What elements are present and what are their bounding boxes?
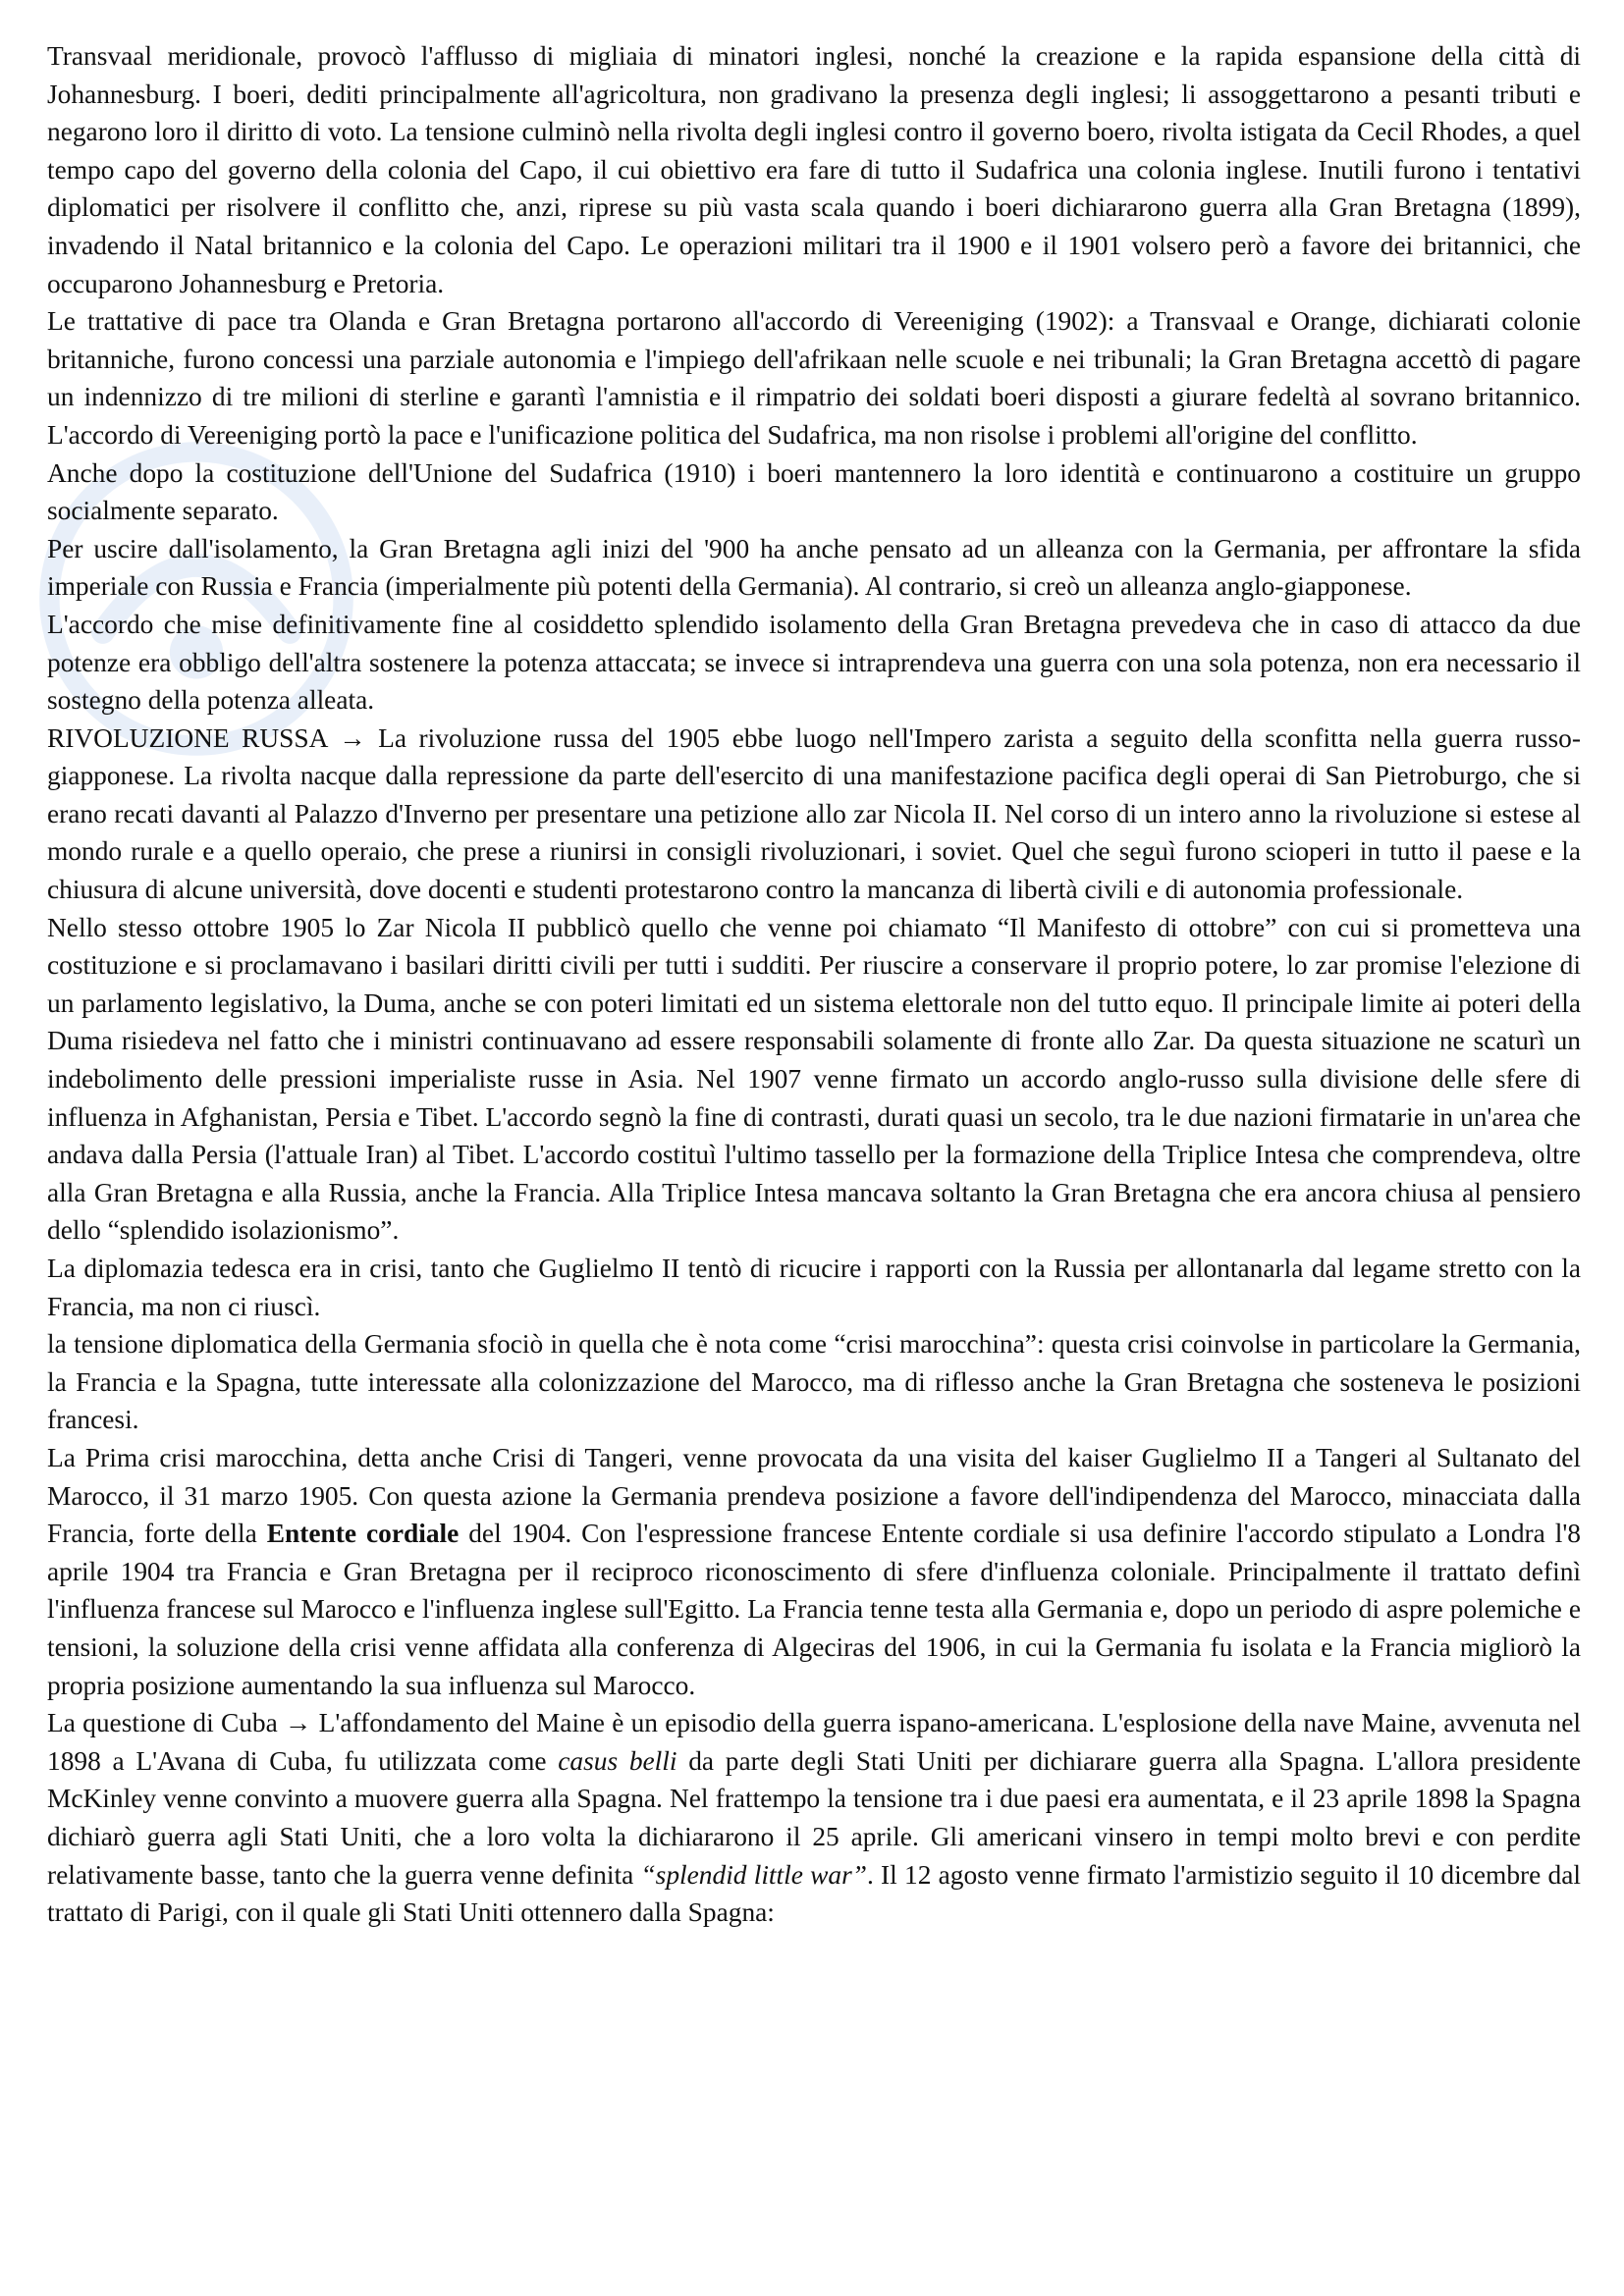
tangier-text-start: La Prima crisi marocchina, detta anche Crisi di Tangeri, venne provocata da una visita del kaiser Guglielmo II a Tangeri al Sultanato del Marocco, il 31 marzo 1905. Con questa azione la Germania prendeva posizione a favore dell'indipendenza del Marocco, minacciata dalla Francia, forte della	[47, 1442, 1581, 1549]
cuba-text-end: . Il 12 agosto venne firmato l'armistizio seguito il 10 dicembre dal trattato di Parigi, con il quale gli Stati Uniti ottennero dalla Spagna:	[47, 1859, 1581, 1928]
paragraph-vereeniging: Le trattative di pace tra Olanda e Gran Bretagna portarono all'accordo di Vereeniging (1902): a Transvaal e Orange, dichiarati colonie britanniche, furono concessi una parziale autonomia e l'impiego dell'afrikaan nelle scuole e nei tribunali; la Gran Bretagna accettò di pagare un indennizzo di tre milioni di sterline e garantì l'amnistia e il rimpatrio dei soldati boeri disposti a giurare fedeltà al sovrano britannico. L'accordo di Vereeniging portò la pace e l'unificazione politica del Sudafrica, ma non risolse i problemi all'origine del conflitto.	[47, 306, 1581, 450]
paragraph-anglo-japanese-alliance: L'accordo che mise definitivamente fine al cosiddetto splendido isolamento della Gran Bretagna prevedeva che in caso di attacco da due potenze era obbligo dell'altra sostenere la potenza attaccata; se invece si intraprendeva una guerra con una sola potenza, non era necessario il sostegno della potenza alleata.	[47, 609, 1581, 716]
paragraph-union-south-africa: Anche dopo la costituzione dell'Unione del Sudafrica (1910) i boeri mantennero la loro identità e continuarono a costituire un gruppo socialmente separato.	[47, 457, 1581, 526]
splendid-little-war-italic: “splendid little war”	[640, 1859, 867, 1890]
paragraph-german-diplomacy: La diplomazia tedesca era in crisi, tanto che Guglielmo II tentò di ricucire i rapporti con la Russia per allontanarla dal legame stretto con la Francia, ma non ci riuscì.	[47, 1254, 1581, 1321]
paragraph-moroccan-crisis: la tensione diplomatica della Germania sfociò in quella che è nota come “crisi marocchina”: questa crisi coinvolse in particolare la Germania, la Francia e la Spagna, tutte interessate alla colonizzazione del Marocco, ma di riflesso anche la Gran Bretagna che sosteneva le posizioni francesi.	[47, 1329, 1581, 1435]
cuba-text-middle: da parte degli Stati Uniti per dichiarare guerra alla Spagna. L'allora presidente McKinley venne convinto a muovere guerra alla Spagna. Nel frattempo la tensione tra i due paesi era aumentata, e il 23 aprile 1898 la Spagna dichiarò guerra agli Stati Uniti, che a loro volta la dichiararono il 25 aprile. Gli americani vinsero in tempi molto brevi e con perdite relativamente basse, tanto che la guerra venne definita	[47, 1745, 1581, 1890]
paragraph-boer-war: Transvaal meridionale, provocò l'afflusso di migliaia di minatori inglesi, nonché la creazione e la rapida espansione della città di Johannesburg. I boeri, dediti principalmente all'agricoltura, non gradivano la presenza degli inglesi; li assoggettarono a pesanti tributi e negarono loro il diritto di voto. La tensione culminò nella rivolta degli inglesi contro il governo boero, rivolta istigata da Cecil Rhodes, a quel tempo capo del governo della colonia del Capo, il cui obiettivo era fare di tutto il Sudafrica una colonia inglese. Inutili furono i tentativi diplomatici per risolvere il conflitto che, anzi, riprese su più vasta scala quando i boeri dichiararono guerra alla Gran Bretagna (1899), invadendo il Natal britannico e la colonia del Capo. Le operazioni militari tra il 1900 e il 1901 volsero però a favore dei britannici, che occuparono Johannesburg e Pretoria.	[47, 41, 1581, 298]
paragraph-october-manifesto: Nello stesso ottobre 1905 lo Zar Nicola II pubblicò quello che venne poi chiamato “Il Manifesto di ottobre” con cui si prometteva una costituzione e si proclamavano i basilari diritti civili per tutti i sudditi. Per riuscire a conservare il proprio potere, lo zar promise l'elezione di un parlamento legislativo, la Duma, anche se con poteri limitati ed un sistema elettorale non del tutto equo. Il principale limite ai poteri della Duma risiedeva nel fatto che i ministri continuavano ad essere responsabili solamente di fronte allo Zar. Da questa situazione ne scaturì un indebolimento delle pressioni imperialiste russe in Asia. Nel 1907 venne firmato un accordo anglo-russo sulla divisione delle sfere di influenza in Afghanistan, Persia e Tibet. L'accordo segnò la fine di contrasti, durati quasi un secolo, tra le due nazioni firmatarie in un'area che andava dalla Persia (l'attuale Iran) al Tibet. L'accordo costituì l'ultimo tassello per la formazione della Triplice Intesa che comprendeva, oltre alla Gran Bretagna e alla Russia, anche la Francia. Alla Triplice Intesa mancava soltanto la Gran Bretagna che era ancora chiusa al pensiero dello “splendido isolazionismo”.	[47, 912, 1581, 1246]
paragraph-cuba-question	[47, 1704, 1581, 1932]
cuba-text-start: La questione di Cuba → L'affondamento del Maine è un episodio della guerra ispano-americana. L'esplosione della nave Maine, avvenuta nel 1898 a L'Avana di Cuba, fu utilizzata come	[47, 1708, 1581, 1776]
paragraph-russian-revolution: RIVOLUZIONE RUSSA → La rivoluzione russa del 1905 ebbe luogo nell'Impero zarista a seguito della sconfitta nella guerra russo-giapponese. La rivolta nacque dalla repressione da parte dell'esercito di una manifestazione pacifica degli operai di San Pietroburgo, che si erano recati davanti al Palazzo d'Inverno per presentare una petizione allo zar Nicola II. Nel corso di un intero anno la rivoluzione si estese al mondo rurale e a quello operaio, che prese a riunirsi in consigli rivoluzionari, i soviet. Quel che seguì furono scioperi in tutto il paese e la chiusura di alcune università, dove docenti e studenti protestarono contro la mancanza di libertà civili e di autonomia professionale.	[47, 722, 1581, 905]
casus-belli-italic: casus belli	[558, 1745, 677, 1776]
document-body	[47, 37, 1581, 1932]
entente-cordiale-bold: Entente cordiale	[266, 1519, 460, 1549]
paragraph-tangier-crisis	[47, 1439, 1581, 1704]
tangier-text-end: del 1904. Con l'espressione francese Entente cordiale si usa definire l'accordo stipulato a Londra l'8 aprile 1904 tra Francia e Gran Bretagna per il reciproco riconoscimento di sfere d'influenza coloniale. Principalmente il trattato definì l'influenza francese sul Marocco e l'influenza inglese sull'Egitto. La Francia tenne testa alla Germania e, dopo un periodo di aspre polemiche e tensioni, la soluzione della crisi venne affidata alla conferenza di Algeciras del 1906, in cui la Germania fu isolata e la Francia migliorò la propria posizione aumentando la sua influenza sul Marocco.	[47, 1519, 1581, 1700]
paragraph-isolation: Per uscire dall'isolamento, la Gran Bretagna agli inizi del '900 ha anche pensato ad un alleanza con la Germania, per affrontare la sfida imperiale con Russia e Francia (imperialmente più potenti della Germania). Al contrario, si creò un alleanza anglo-giapponese.	[47, 533, 1581, 602]
